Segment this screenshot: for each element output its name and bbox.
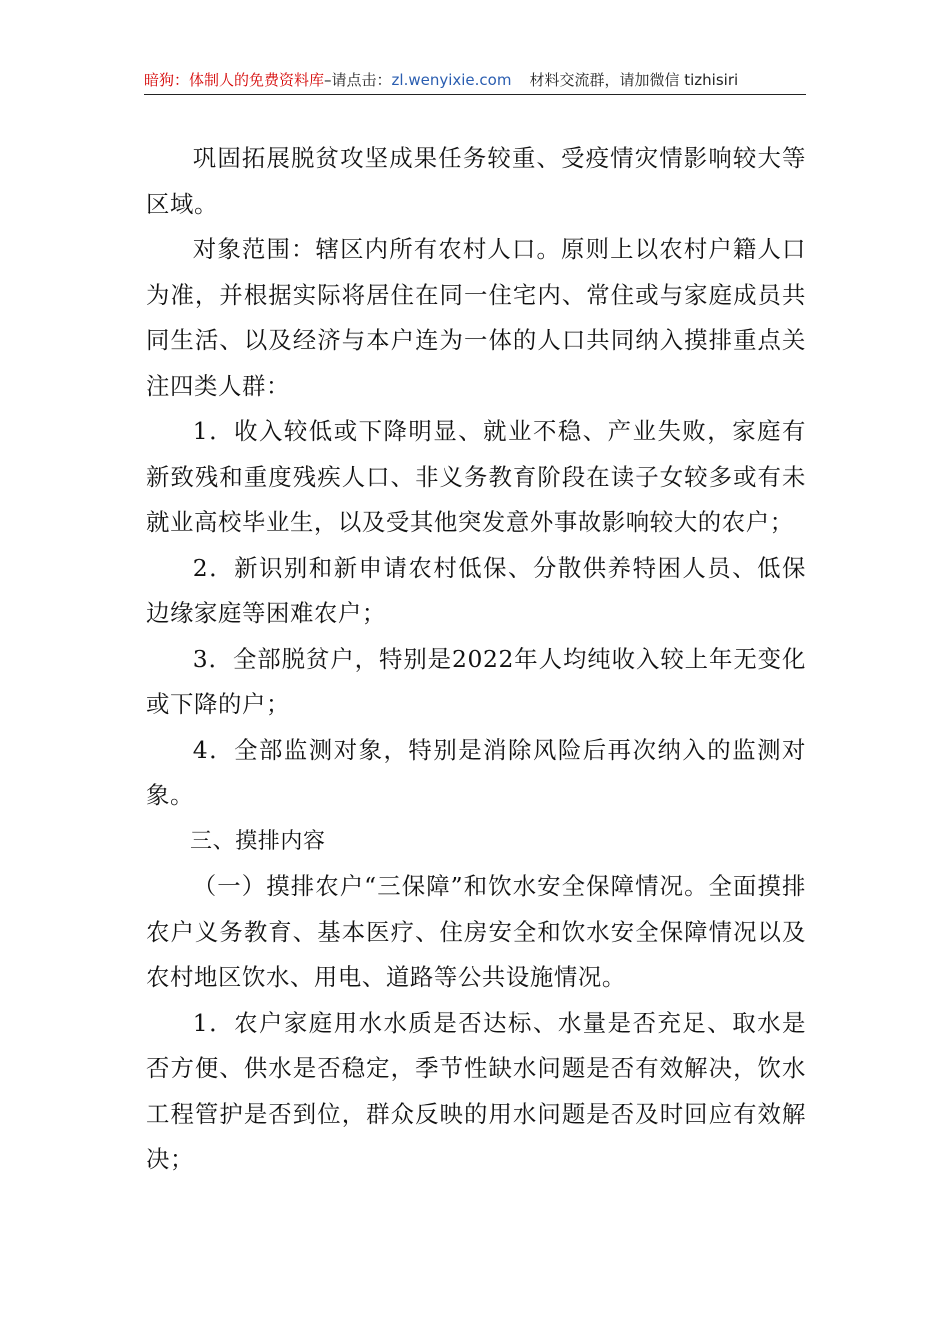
paragraph-subsection-1: （一）摸排农户“三保障”和饮水安全保障情况。全面摸排农户义务教育、基本医疗、住房安全和饮水安全保障情况以及农村地区饮水、用电、道路等公共设施情况。 xyxy=(146,872,806,991)
paragraph-item-1: 1．农户家庭用水水质是否达标、水量是否充足、取水是否方便、供水是否稳定，季节性缺水问题是否有效解决，饮水工程管护是否到位，群众反映的用水问题是否及时回应有效解决； xyxy=(146,1008,806,1173)
paragraph-group-1: 1．收入较低或下降明显、就业不稳、产业失败，家庭有新致残和重度残疾人口、非义务教育阶段在读子女较多或有未就业高校毕业生，以及受其他突发意外事故影响较大的农户； xyxy=(146,417,806,536)
paragraph-group-4: 4．全部监测对象，特别是消除风险后再次纳入的监测对象。 xyxy=(146,735,806,809)
header-group-text: 材料交流群，请加微信 tizhisiri xyxy=(529,71,739,89)
document-body xyxy=(146,136,806,1183)
paragraph-target-scope: 对象范围：辖区内所有农村人口。原则上以农村户籍人口为准，并根据实际将居住在同一住宅内、常住或与家庭成员共同生活、以及经济与本户连为一体的人口共同纳入摸排重点关注四类人群： xyxy=(146,235,806,400)
header-click-prompt: –请点击： xyxy=(324,71,392,89)
paragraph-group-3: 3．全部脱贫户，特别是2022年人均纯收入较上年无变化或下降的户； xyxy=(146,644,806,718)
paragraph-group-2: 2．新识别和新申请农村低保、分散供养特困人员、低保边缘家庭等困难农户； xyxy=(146,553,806,627)
paragraph-region-continuation: 巩固拓展脱贫攻坚成果任务较重、受疫情灾情影响较大等区域。 xyxy=(146,144,806,218)
header-url-link[interactable]: zl.wenyixie.com xyxy=(391,71,512,89)
page-header xyxy=(144,68,806,95)
header-brand: 暗狗：体制人的免费资料库 xyxy=(144,71,325,89)
section-heading: 三、摸排内容 xyxy=(190,828,326,854)
